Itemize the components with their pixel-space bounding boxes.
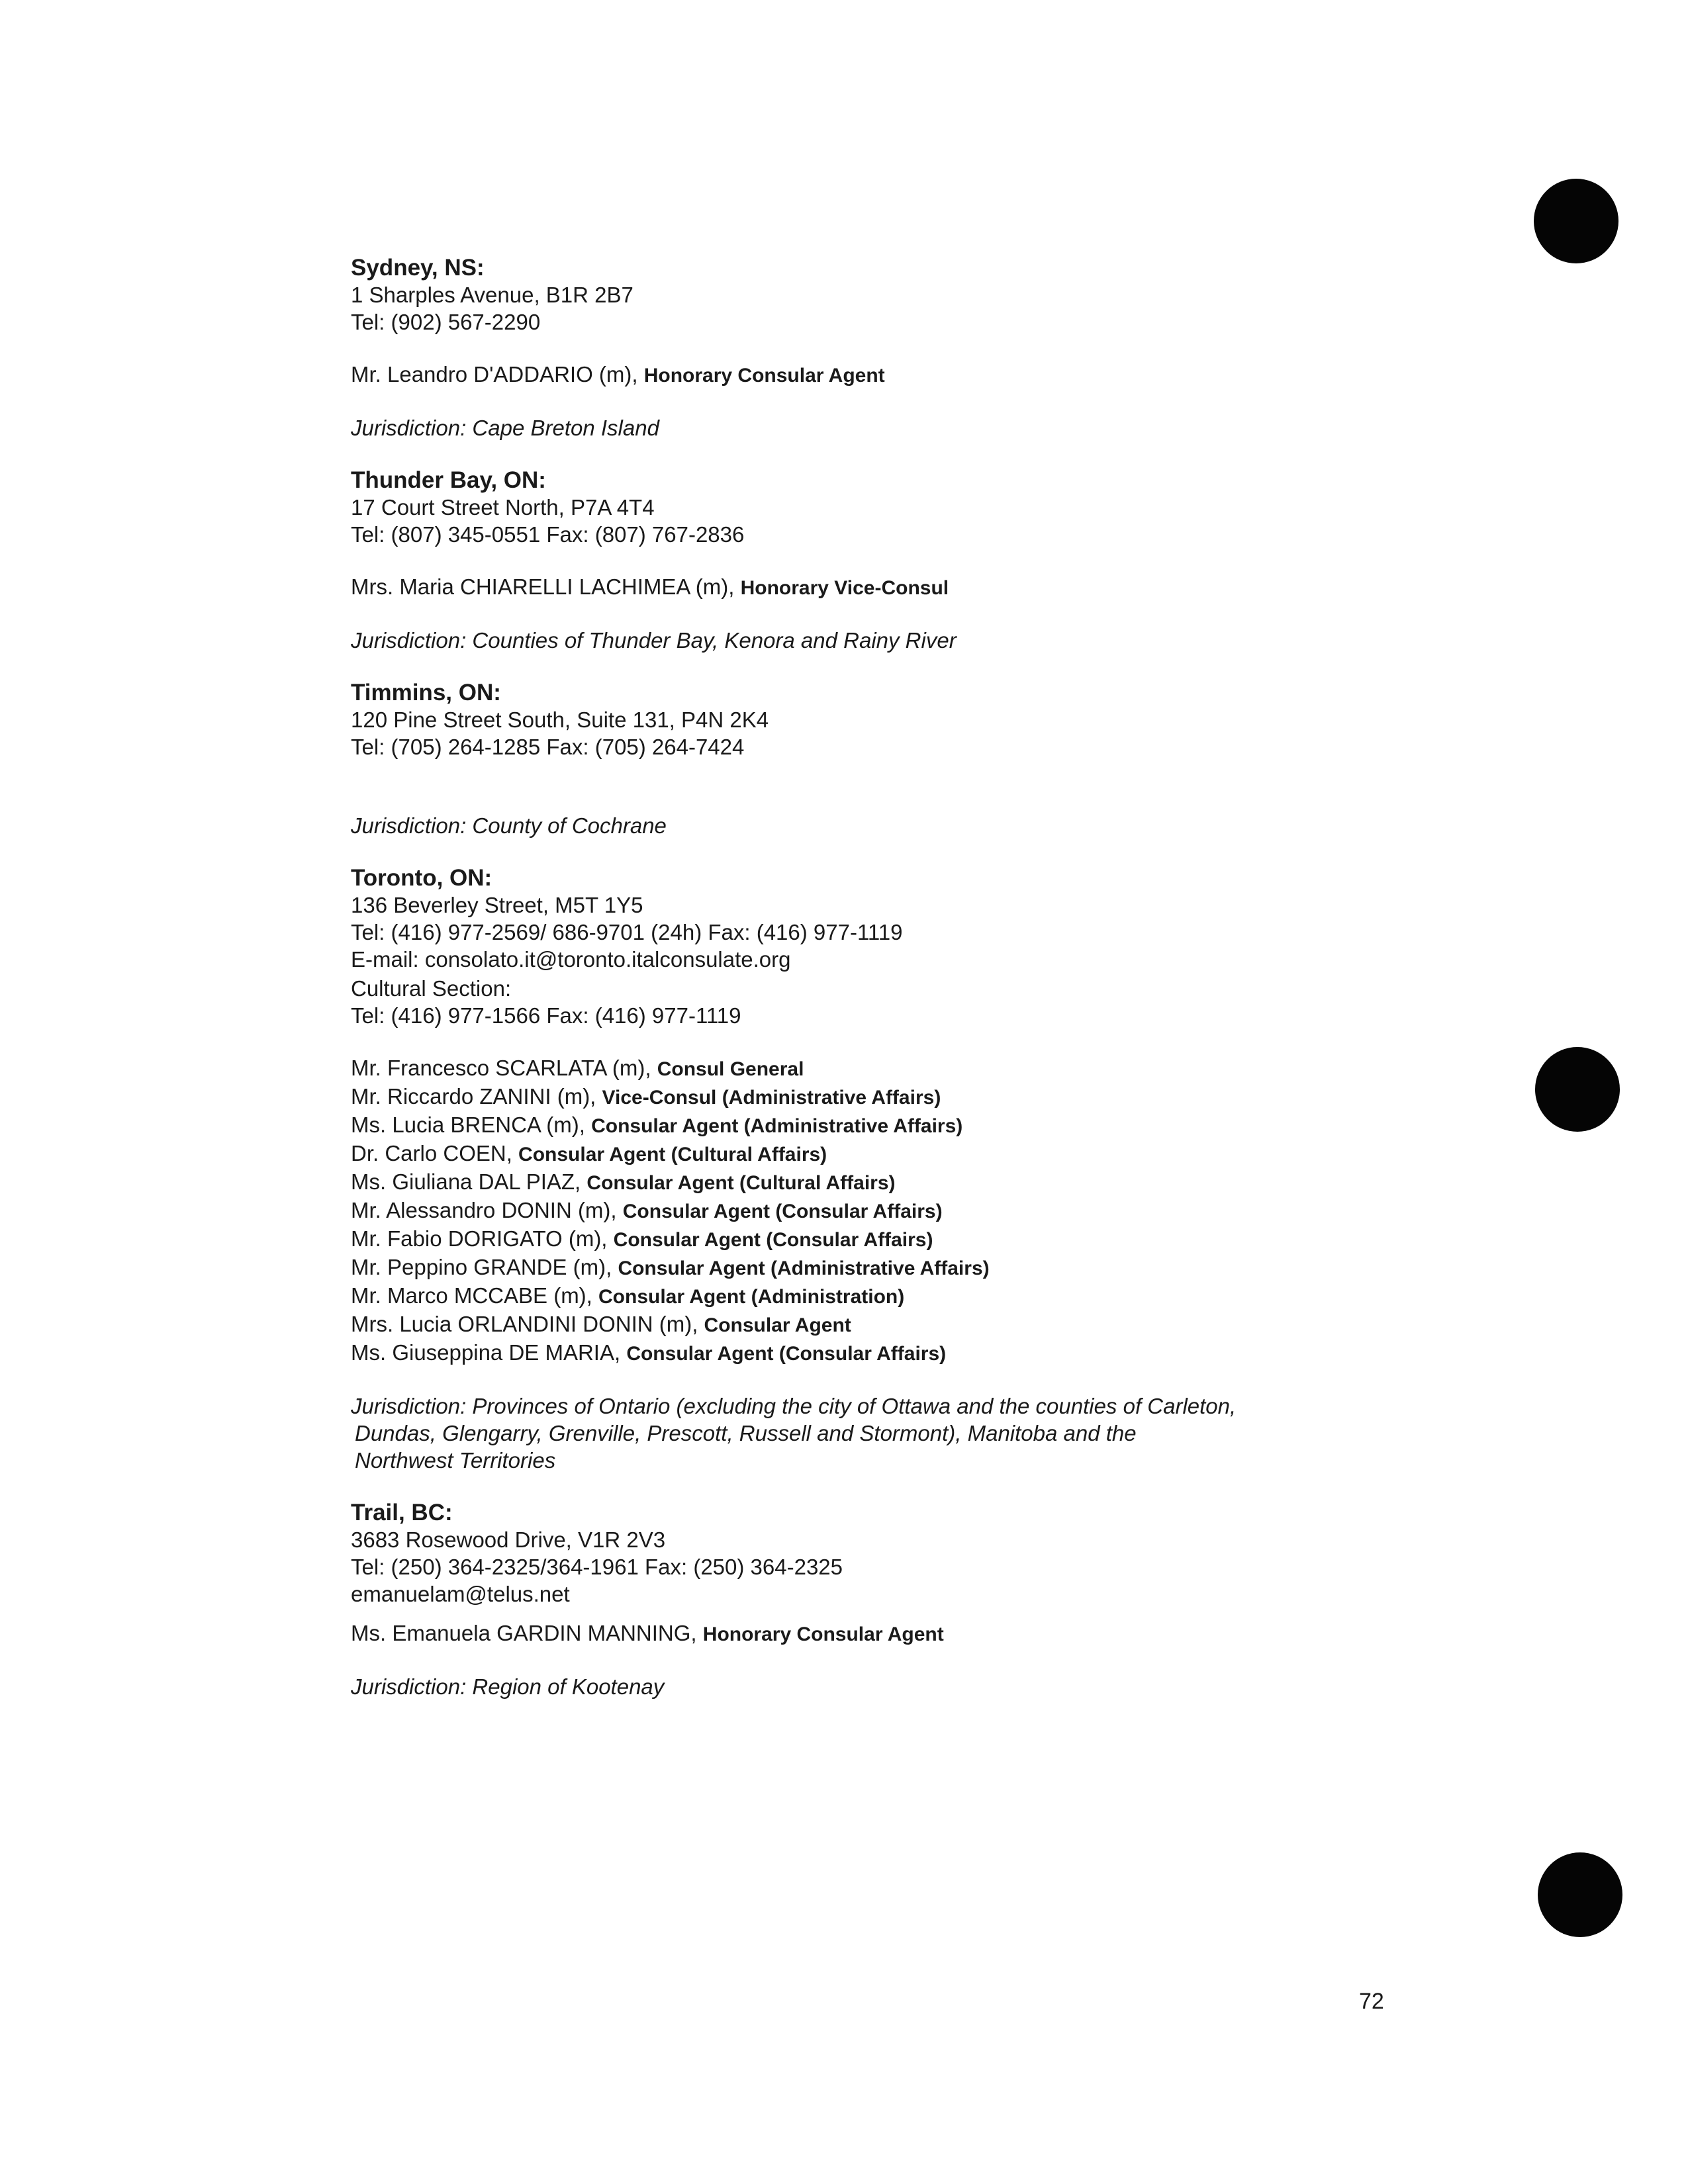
punch-hole xyxy=(1534,179,1618,263)
cultural-section-telephone: Tel: (416) 977-1566 Fax: (416) 977-1119 xyxy=(351,1003,741,1028)
official xyxy=(351,1197,1542,1225)
jurisdiction: Dundas, Glengarry, Grenville, Prescott, Russell and Stormont), Manitoba and the xyxy=(355,1421,1137,1445)
official xyxy=(351,1168,1542,1197)
city-heading: Timmins, ON: xyxy=(351,680,501,705)
official-role: Consular Agent (Administrative Affairs) xyxy=(591,1115,963,1137)
jurisdiction: Northwest Territories xyxy=(355,1448,556,1473)
official-name: Ms. Emanuela GARDIN MANNING, xyxy=(351,1621,697,1645)
city-heading: Sydney, NS: xyxy=(351,255,485,281)
punch-hole xyxy=(1538,1852,1622,1937)
page-number: 72 xyxy=(1359,1989,1384,2014)
official-name: Mrs. Lucia ORLANDINI DONIN (m), xyxy=(351,1312,698,1336)
official-role: Consular Agent (Cultural Affairs) xyxy=(586,1172,896,1194)
official-name: Ms. Giuseppina DE MARIA, xyxy=(351,1340,621,1365)
official xyxy=(351,1225,1542,1253)
entry-thunder-bay xyxy=(351,467,1542,654)
official-role: Consular Agent (Consular Affairs) xyxy=(613,1229,933,1251)
official-name: Mr. Alessandro DONIN (m), xyxy=(351,1198,617,1222)
official xyxy=(351,1083,1542,1111)
telephone: Tel: (250) 364-2325/364-1961 Fax: (250) 364-2325 xyxy=(351,1555,843,1579)
official-role: Honorary Consular Agent xyxy=(702,1623,944,1645)
official-role: Consular Agent (Consular Affairs) xyxy=(622,1201,943,1222)
official-name: Mr. Riccardo ZANINI (m), xyxy=(351,1084,596,1109)
city-heading: Trail, BC: xyxy=(351,1500,453,1525)
official xyxy=(351,1339,1542,1367)
jurisdiction: Jurisdiction: Region of Kootenay xyxy=(351,1674,665,1699)
email: emanuelam@telus.net xyxy=(351,1582,570,1606)
official-role: Consul General xyxy=(657,1058,804,1080)
official xyxy=(351,1282,1542,1310)
jurisdiction: Jurisdiction: Provinces of Ontario (excluding the city of Ottawa and the counties of Carleton, xyxy=(351,1394,1237,1418)
official xyxy=(351,1253,1542,1282)
official-name: Ms. Giuliana DAL PIAZ, xyxy=(351,1169,581,1194)
city-heading: Toronto, ON: xyxy=(351,865,492,891)
email: E-mail: consolato.it@toronto.italconsulate.org xyxy=(351,947,791,972)
entry-timmins xyxy=(351,679,1542,839)
punch-hole xyxy=(1535,1047,1620,1132)
official xyxy=(351,573,1542,602)
official-name: Mr. Leandro D'ADDARIO (m), xyxy=(351,362,638,387)
official-name: Mr. Francesco SCARLATA (m), xyxy=(351,1056,651,1080)
consulate-directory xyxy=(351,254,1542,1700)
official-name: Mr. Peppino GRANDE (m), xyxy=(351,1255,612,1279)
entry-sydney xyxy=(351,254,1542,441)
official-name: Mr. Fabio DORIGATO (m), xyxy=(351,1226,608,1251)
official xyxy=(351,1619,1542,1648)
officials-list xyxy=(351,1054,1542,1367)
official-name: Mr. Marco MCCABE (m), xyxy=(351,1283,592,1308)
official xyxy=(351,1310,1542,1339)
telephone: Tel: (416) 977-2569/ 686-9701 (24h) Fax: (416) 977-1119 xyxy=(351,920,903,944)
telephone: Tel: (902) 567-2290 xyxy=(351,310,541,334)
address: 3683 Rosewood Drive, V1R 2V3 xyxy=(351,1527,666,1552)
telephone: Tel: (807) 345-0551 Fax: (807) 767-2836 xyxy=(351,522,745,547)
jurisdiction: Jurisdiction: Cape Breton Island xyxy=(351,416,659,440)
address: 120 Pine Street South, Suite 131, P4N 2K4 xyxy=(351,707,769,732)
official-role: Vice-Consul (Administrative Affairs) xyxy=(602,1087,941,1109)
official-name: Mrs. Maria CHIARELLI LACHIMEA (m), xyxy=(351,574,735,599)
jurisdiction: Jurisdiction: Counties of Thunder Bay, Kenora and Rainy River xyxy=(351,628,957,653)
official-role: Consular Agent xyxy=(704,1314,851,1336)
official-role: Consular Agent (Administration) xyxy=(598,1286,905,1308)
official xyxy=(351,1054,1542,1083)
official xyxy=(351,361,1542,389)
official-name: Dr. Carlo COEN, xyxy=(351,1141,512,1165)
address: 17 Court Street North, P7A 4T4 xyxy=(351,495,655,520)
telephone: Tel: (705) 264-1285 Fax: (705) 264-7424 xyxy=(351,735,745,759)
official xyxy=(351,1140,1542,1168)
official-role: Consular Agent (Consular Affairs) xyxy=(626,1343,947,1365)
official-name: Ms. Lucia BRENCA (m), xyxy=(351,1113,585,1137)
official xyxy=(351,1111,1542,1140)
entry-trail xyxy=(351,1499,1542,1700)
jurisdiction: Jurisdiction: County of Cochrane xyxy=(351,813,667,838)
official-role: Consular Agent (Cultural Affairs) xyxy=(518,1144,827,1165)
cultural-section-label: Cultural Section: xyxy=(351,976,512,1001)
entry-toronto xyxy=(351,864,1542,1474)
address: 1 Sharples Avenue, B1R 2B7 xyxy=(351,283,633,307)
official-role: Honorary Consular Agent xyxy=(643,365,885,387)
address: 136 Beverley Street, M5T 1Y5 xyxy=(351,893,643,917)
official-role: Consular Agent (Administrative Affairs) xyxy=(618,1257,990,1279)
official-role: Honorary Vice-Consul xyxy=(740,577,949,599)
city-heading: Thunder Bay, ON: xyxy=(351,467,546,493)
